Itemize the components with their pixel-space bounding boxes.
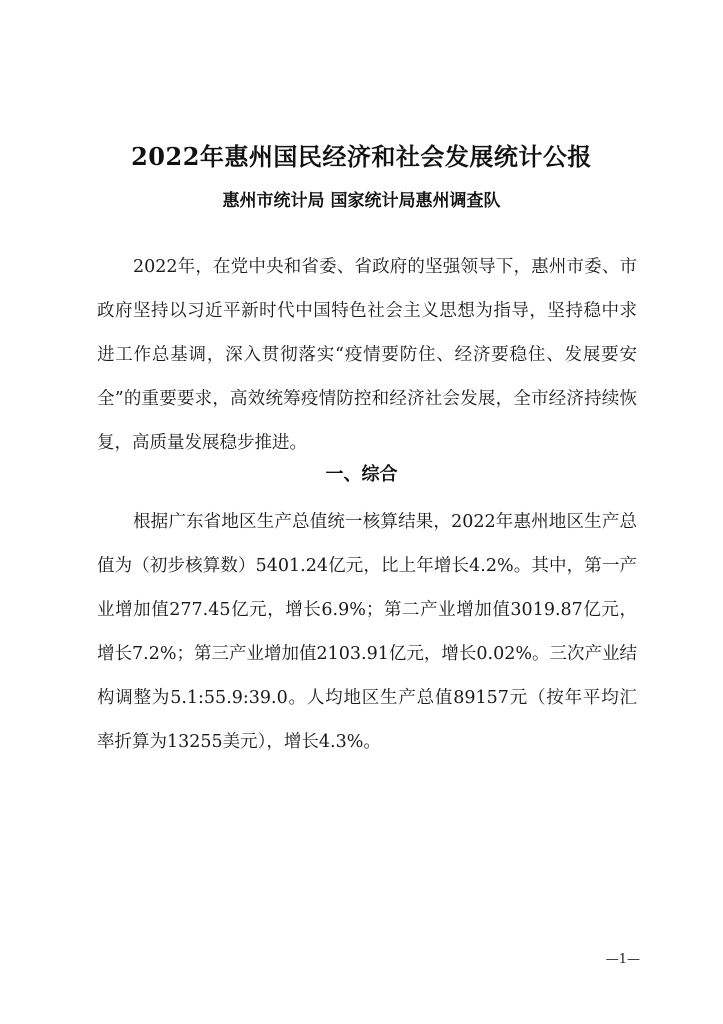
intro-paragraph: 2022年，在党中央和省委、省政府的坚强领导下，惠州市委、市政府坚持以习近平新时代中国特色社会主义思想为指导，坚持稳中求进工作总基调，深入贯彻落实“疫情要防住、经济要稳住、发展要安全”的重要要求，高效统筹疫情防控和经济社会发展，全市经济持续恢复，高质量发展稳步推进。 bbox=[97, 257, 637, 453]
section-paragraph-overview: 根据广东省地区生产总值统一核算结果，2022年惠州地区生产总值为（初步核算数）5401.24亿元，比上年增长4.2%。其中，第一产业增加值277.45亿元，增长6.9%；第二产业增加值3019.87亿元，增长7.2%；第三产业增加值2103.91亿元，增长0.02%。三次产业结构调整为5.1:55.9:39.0。人均地区生产总值89157元（按年平均汇率折算为13255美元），增长4.3%。 bbox=[97, 512, 637, 752]
page-number: —1— bbox=[605, 952, 640, 967]
document-issuer: 惠州市统计局 国家统计局惠州调查队 bbox=[222, 191, 501, 211]
document-title: 2022年惠州国民经济和社会发展统计公报 bbox=[131, 142, 592, 171]
section-heading-overview: 一、综合 bbox=[325, 464, 398, 485]
